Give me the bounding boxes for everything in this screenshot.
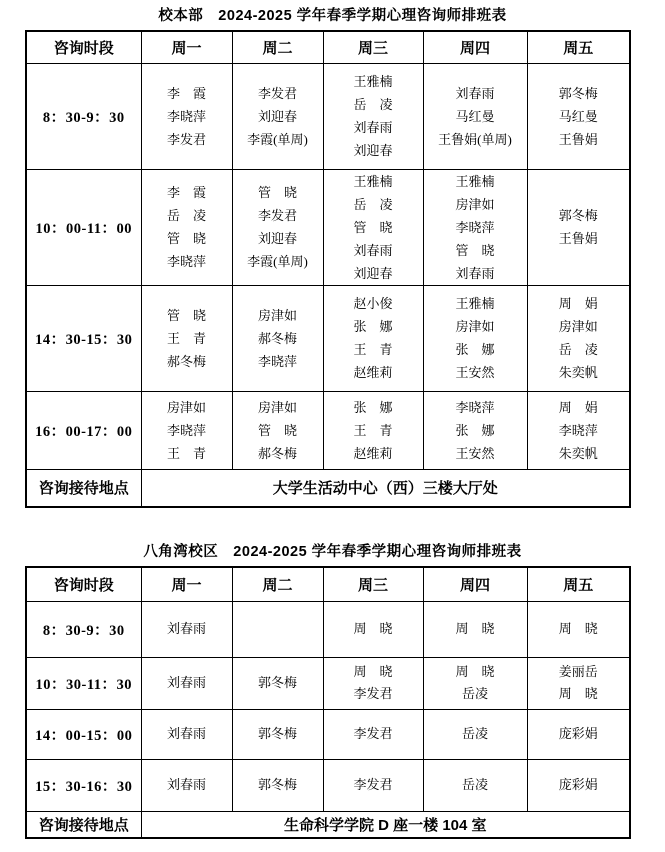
schedule-title-main-campus: 校本部 2024-2025 学年春季学期心理咨询师排班表 xyxy=(158,8,507,24)
counselor-name: 刘春雨 xyxy=(455,85,495,101)
counselor-cell xyxy=(141,601,232,657)
counselor-name: 刘迎春 xyxy=(353,143,393,158)
counselor-cell xyxy=(423,391,527,469)
counselor-cell xyxy=(527,169,630,285)
counselor-cell xyxy=(141,759,232,811)
counselor-name: 刘春雨 xyxy=(455,265,495,281)
counselor-name: 李发君 xyxy=(353,686,393,701)
counselor-name: 张 娜 xyxy=(353,399,393,415)
counselor-cell xyxy=(232,601,323,657)
schedule-title-bajiaowan-campus: 八角湾校区 2024-2025 学年春季学期心理咨询师排班表 xyxy=(143,544,522,560)
location-label: 咨询接待地点 xyxy=(26,469,141,507)
counselor-name: 郝冬梅 xyxy=(257,330,297,346)
counselor-cell xyxy=(141,657,232,709)
time-slot-cell: 14：00-15：00 xyxy=(26,709,141,759)
column-header-day: 周一 xyxy=(141,31,232,63)
time-slot-cell: 10：30-11：30 xyxy=(26,657,141,709)
counselor-name: 李晓萍 xyxy=(558,422,598,438)
counselor-name: 刘春雨 xyxy=(166,621,206,636)
time-slot-cell: 15：30-16：30 xyxy=(26,759,141,811)
counselor-name: 岳凌 xyxy=(461,777,488,792)
location-value: 生命科学学院 D 座一楼 104 室 xyxy=(141,811,630,838)
counselor-cell xyxy=(323,601,423,657)
counselor-name: 王鲁娟 xyxy=(558,231,598,246)
schedule-row xyxy=(26,63,630,169)
counselor-name: 李霞(单周) xyxy=(247,254,308,269)
counselor-name: 王 青 xyxy=(353,422,393,438)
counselor-name: 岳凌 xyxy=(461,726,488,741)
counselor-cell xyxy=(527,759,630,811)
counselor-name: 李晓萍 xyxy=(166,254,206,269)
header-row xyxy=(26,31,630,63)
counselor-name: 姜丽岳 xyxy=(558,664,598,679)
counselor-name: 李发君 xyxy=(257,85,297,101)
counselor-name: 房津如 xyxy=(455,196,495,212)
counselor-name: 王雅楠 xyxy=(353,173,393,189)
counselor-name: 张 娜 xyxy=(353,319,393,334)
counselor-cell xyxy=(323,169,423,285)
schedule-row xyxy=(26,169,630,285)
counselor-name: 马红曼 xyxy=(558,108,598,124)
counselor-name: 郭冬梅 xyxy=(257,726,297,741)
counselor-name: 岳 凌 xyxy=(353,97,393,112)
counselor-name: 房津如 xyxy=(455,319,495,334)
counselor-name: 刘迎春 xyxy=(257,108,297,124)
counselor-name: 赵维莉 xyxy=(353,445,393,461)
counselor-name: 管 晓 xyxy=(166,231,206,246)
counselor-name: 马红曼 xyxy=(455,108,495,124)
counselor-name: 王 青 xyxy=(166,330,206,346)
schedule-row xyxy=(26,759,630,811)
counselor-name: 李发君 xyxy=(353,726,393,741)
counselor-name: 周 晓 xyxy=(455,621,495,636)
counselor-cell xyxy=(323,709,423,759)
counselor-name: 张 娜 xyxy=(455,422,495,438)
counselor-name: 刘春雨 xyxy=(166,726,206,741)
counselor-cell xyxy=(423,709,527,759)
counselor-cell xyxy=(527,63,630,169)
time-slot-cell: 14：30-15：30 xyxy=(26,285,141,391)
location-row xyxy=(26,469,630,507)
counselor-name: 郝冬梅 xyxy=(257,445,297,461)
counselor-cell xyxy=(141,391,232,469)
column-header-day: 周三 xyxy=(323,567,423,601)
counselor-name: 房津如 xyxy=(257,307,297,323)
counselor-cell xyxy=(527,657,630,709)
counselor-name: 岳凌 xyxy=(461,686,488,701)
counselor-name: 朱奕帆 xyxy=(558,365,598,380)
location-value: 大学生活动中心（西）三楼大厅处 xyxy=(141,469,630,507)
counselor-cell xyxy=(232,759,323,811)
counselor-name: 李 霞 xyxy=(166,185,206,200)
counselor-cell xyxy=(141,169,232,285)
counselor-cell xyxy=(141,709,232,759)
counselor-name: 赵维莉 xyxy=(353,365,393,380)
counselor-name: 王 青 xyxy=(353,342,393,357)
time-slot-cell: 8：30-9：30 xyxy=(26,601,141,657)
counselor-name: 郭冬梅 xyxy=(558,208,598,223)
counselor-name: 王 青 xyxy=(166,445,206,461)
column-header-time-slot: 咨询时段 xyxy=(26,567,141,601)
counselor-name: 周 娟 xyxy=(558,296,598,311)
counselor-cell xyxy=(232,657,323,709)
counselor-name: 周 晓 xyxy=(558,621,598,636)
counselor-cell xyxy=(527,709,630,759)
schedule-row xyxy=(26,391,630,469)
column-header-day: 周四 xyxy=(423,31,527,63)
counselor-name: 李晓萍 xyxy=(455,399,495,415)
column-header-day: 周四 xyxy=(423,567,527,601)
counselor-name: 管 晓 xyxy=(257,422,297,438)
schedule-row xyxy=(26,709,630,759)
counselor-name: 岳 凌 xyxy=(558,342,598,357)
counselor-name: 管 晓 xyxy=(166,307,206,323)
counselor-name: 朱奕帆 xyxy=(558,445,598,461)
schedule-section-main-campus xyxy=(0,8,665,508)
counselor-name: 李晓萍 xyxy=(166,422,206,438)
counselor-name: 刘迎春 xyxy=(257,231,297,246)
counselor-cell xyxy=(232,709,323,759)
counselor-name: 管 晓 xyxy=(257,185,297,200)
counselor-name: 周 晓 xyxy=(353,664,393,679)
counselor-cell xyxy=(323,63,423,169)
counselor-cell xyxy=(423,63,527,169)
header-row xyxy=(26,567,630,601)
counselor-name: 周 娟 xyxy=(558,399,598,415)
counselor-name: 管 晓 xyxy=(353,219,393,235)
location-label: 咨询接待地点 xyxy=(26,811,141,838)
counselor-cell xyxy=(323,759,423,811)
counselor-cell xyxy=(232,169,323,285)
counselor-name: 李 霞 xyxy=(166,85,206,101)
counselor-name: 周 晓 xyxy=(455,664,495,679)
counselor-cell xyxy=(141,63,232,169)
column-header-time-slot: 咨询时段 xyxy=(26,31,141,63)
counselor-name: 郭冬梅 xyxy=(257,777,297,792)
counselor-name: 刘春雨 xyxy=(353,120,393,135)
counselor-cell xyxy=(232,285,323,391)
counselor-name: 王雅楠 xyxy=(353,74,393,89)
counselor-cell xyxy=(423,285,527,391)
counselor-cell xyxy=(141,285,232,391)
counselor-name: 王安然 xyxy=(455,365,495,380)
counselor-name: 王鲁娟(单周) xyxy=(438,131,512,147)
counselor-name: 李晓萍 xyxy=(257,353,297,369)
counselor-name: 王雅楠 xyxy=(455,173,495,189)
counselor-cell xyxy=(323,285,423,391)
column-header-day: 周二 xyxy=(232,31,323,63)
counselor-name: 刘春雨 xyxy=(353,242,393,258)
schedule-row xyxy=(26,601,630,657)
counselor-name: 李晓萍 xyxy=(166,108,206,124)
column-header-day: 周二 xyxy=(232,567,323,601)
counselor-name: 房津如 xyxy=(257,399,297,415)
column-header-day: 周五 xyxy=(527,567,630,601)
counselor-cell xyxy=(232,63,323,169)
counselor-name: 王鲁娟 xyxy=(558,131,598,147)
counselor-name: 刘迎春 xyxy=(353,265,393,281)
column-header-day: 周一 xyxy=(141,567,232,601)
column-header-day: 周三 xyxy=(323,31,423,63)
counselor-cell xyxy=(527,285,630,391)
counselor-cell xyxy=(232,391,323,469)
counselor-name: 周 晓 xyxy=(353,621,393,636)
counselor-name: 郭冬梅 xyxy=(257,675,297,690)
counselor-name: 王安然 xyxy=(455,445,495,461)
counselor-name: 李霞(单周) xyxy=(247,131,308,147)
counselor-name: 李发君 xyxy=(166,131,206,147)
time-slot-cell: 16：00-17：00 xyxy=(26,391,141,469)
counselor-cell xyxy=(323,657,423,709)
counselor-name: 庞彩娟 xyxy=(558,726,598,741)
schedule-table-bajiaowan-campus xyxy=(25,566,631,839)
location-row xyxy=(26,811,630,838)
counselor-cell xyxy=(423,759,527,811)
counselor-name: 岳 凌 xyxy=(353,196,393,212)
counselor-name: 庞彩娟 xyxy=(558,777,598,792)
counselor-name: 岳 凌 xyxy=(166,208,206,223)
schedule-row xyxy=(26,657,630,709)
schedule-row xyxy=(26,285,630,391)
counselor-name: 刘春雨 xyxy=(166,675,206,690)
counselor-name: 李晓萍 xyxy=(455,219,495,235)
schedule-table-main-campus xyxy=(25,30,631,508)
counselor-name: 郭冬梅 xyxy=(558,85,598,101)
column-header-day: 周五 xyxy=(527,31,630,63)
counselor-cell xyxy=(423,169,527,285)
counselor-name: 房津如 xyxy=(166,399,206,415)
counselor-name: 刘春雨 xyxy=(166,777,206,792)
counselor-cell xyxy=(527,601,630,657)
counselor-name: 李发君 xyxy=(257,208,297,223)
counselor-cell xyxy=(423,657,527,709)
counselor-name: 王雅楠 xyxy=(455,296,495,311)
counselor-cell xyxy=(323,391,423,469)
counselor-cell xyxy=(527,391,630,469)
time-slot-cell: 8：30-9：30 xyxy=(26,63,141,169)
counselor-name: 郝冬梅 xyxy=(166,353,206,369)
counselor-cell xyxy=(423,601,527,657)
counselor-name: 管 晓 xyxy=(455,242,495,258)
counselor-name: 房津如 xyxy=(558,319,598,334)
counselor-name: 赵小俊 xyxy=(353,296,393,311)
counselor-name: 李发君 xyxy=(353,777,393,792)
counselor-name: 张 娜 xyxy=(455,342,495,357)
time-slot-cell: 10：00-11：00 xyxy=(26,169,141,285)
schedule-section-bajiaowan-campus xyxy=(0,544,665,839)
counselor-name: 周 晓 xyxy=(558,686,598,701)
